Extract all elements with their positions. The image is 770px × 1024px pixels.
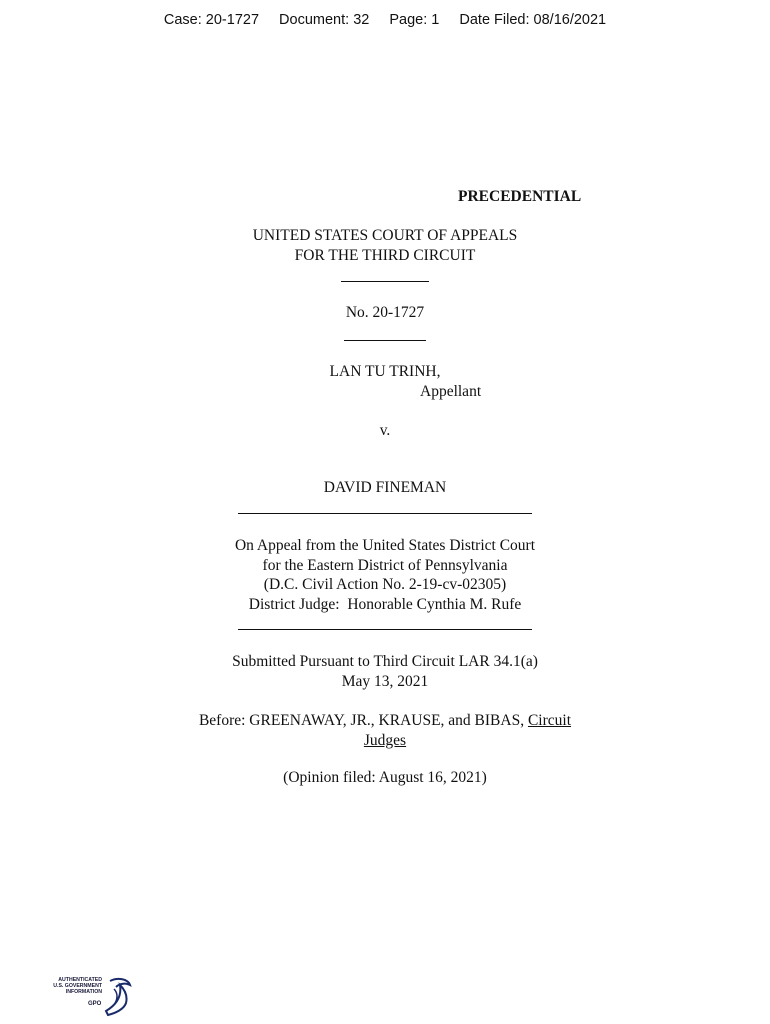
court-name <box>0 226 770 265</box>
appeal-line-4: District Judge: Honorable Cynthia M. Rufe <box>248 595 522 613</box>
precedential-label: PRECEDENTIAL <box>458 188 582 205</box>
appellee-name: DAVID FINEMAN <box>323 479 447 496</box>
appeal-line-3: (D.C. Civil Action No. 2-19-cv-02305) <box>263 576 507 593</box>
judges-word: Judges <box>363 731 407 749</box>
court-line-2: FOR THE THIRD CIRCUIT <box>294 246 476 264</box>
case-number: No. 20-1727 <box>345 304 425 321</box>
date-filed-label: Date Filed: 08/16/2021 <box>459 12 607 28</box>
divider-short <box>0 281 770 282</box>
versus-label: v. <box>379 422 391 439</box>
appellant-role: Appellant <box>420 383 482 400</box>
gpo-name: GPO <box>88 1001 102 1007</box>
gpo-line-2: U.S. GOVERNMENT <box>53 983 102 990</box>
document-number-label: Document: 32 <box>279 12 370 28</box>
appellant-name: LAN TU TRINH, <box>329 363 441 380</box>
page-number-label: Page: 1 <box>389 12 440 28</box>
divider-long <box>0 513 770 514</box>
appeal-line-1: On Appeal from the United States District Court <box>234 537 536 554</box>
submitted-line-2: May 13, 2021 <box>341 672 429 690</box>
gpo-line-3: INFORMATION <box>65 989 102 996</box>
gpo-logo-text <box>44 977 102 996</box>
divider-long <box>0 629 770 630</box>
eagle-icon <box>100 975 134 1017</box>
submitted-block <box>0 652 770 691</box>
panel-block <box>0 711 770 750</box>
appeal-block <box>0 536 770 614</box>
docket-header <box>0 12 770 28</box>
divider-short <box>0 340 770 341</box>
appeal-line-2: for the Eastern District of Pennsylvania <box>262 556 508 574</box>
gpo-authentication-logo <box>44 975 134 1017</box>
case-number-label: Case: 20-1727 <box>163 12 260 28</box>
opinion-filed: (Opinion filed: August 16, 2021) <box>283 769 487 786</box>
court-line-1: UNITED STATES COURT OF APPEALS <box>252 227 518 244</box>
panel-judges: Before: GREENAWAY, JR., KRAUSE, and BIBAS, <box>198 712 525 729</box>
circuit-word: Circuit <box>527 712 572 729</box>
submitted-line-1: Submitted Pursuant to Third Circuit LAR 34.1(a) <box>232 653 538 670</box>
gpo-line-1: AUTHENTICATED <box>58 977 102 983</box>
